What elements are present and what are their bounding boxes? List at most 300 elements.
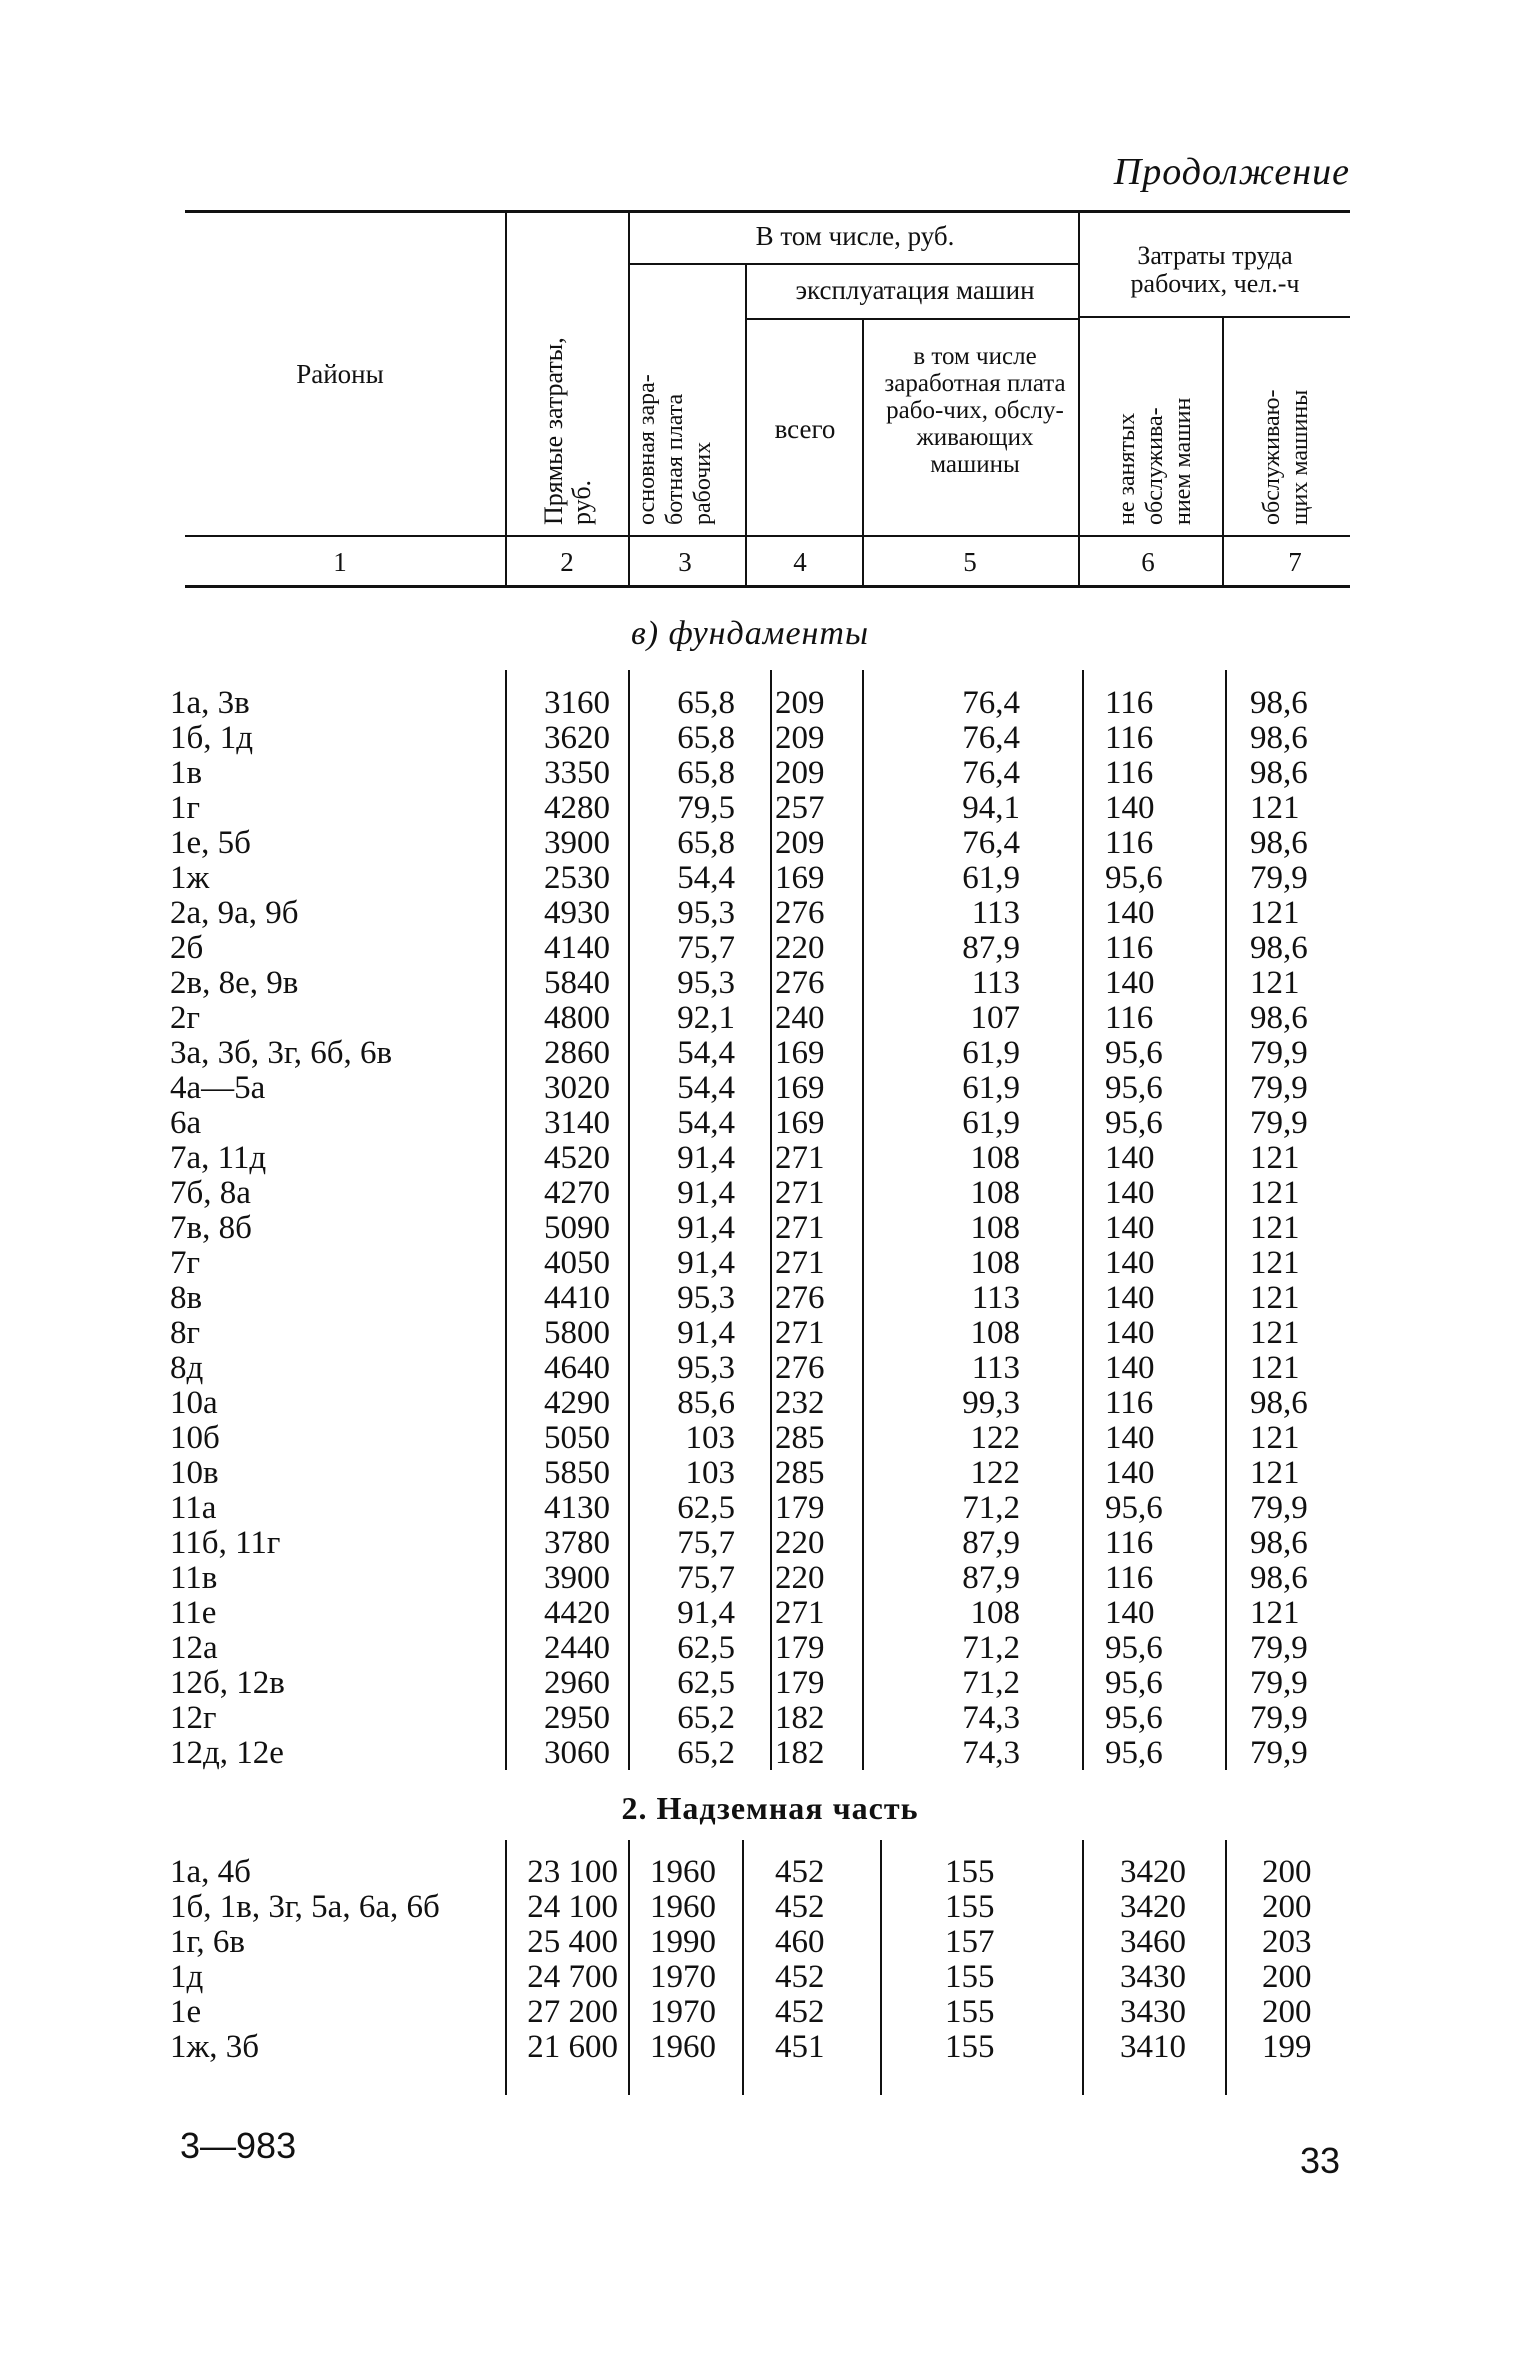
cell-machine-total: 460 — [775, 1924, 825, 1960]
cell-base-wage: 75,7 — [677, 1525, 735, 1561]
table-row — [0, 1631, 1535, 1666]
cell-region: 7б, 8а — [170, 1175, 251, 1211]
cell-labor-not-machine: 3430 — [1120, 1959, 1186, 1995]
header-vline-3 — [745, 265, 747, 585]
section-title-above-ground: 2. Надземная часть — [621, 1790, 919, 1826]
cell-base-wage: 91,4 — [677, 1595, 735, 1631]
cell-machine-total: 209 — [775, 720, 825, 756]
cell-region: 8в — [170, 1280, 203, 1316]
cell-labor-not-machine: 140 — [1105, 1420, 1155, 1456]
cell-direct-costs: 23 100 — [527, 1854, 618, 1890]
cell-labor-machine: 121 — [1250, 1350, 1300, 1386]
cell-region: 1ж, 3б — [170, 2029, 260, 2065]
table-row — [0, 896, 1535, 931]
cell-region: 2в, 8е, 9в — [170, 965, 299, 1001]
cell-labor-machine: 121 — [1250, 1595, 1300, 1631]
cell-machine-total: 179 — [775, 1630, 825, 1666]
cell-direct-costs: 5850 — [544, 1455, 610, 1491]
colnum-1: 1 — [333, 547, 347, 577]
cell-machine-total: 276 — [775, 1350, 825, 1386]
colnum-4: 4 — [793, 547, 807, 577]
cell-region: 6а — [170, 1105, 202, 1141]
cell-machine-total: 276 — [775, 895, 825, 931]
cell-direct-costs: 5800 — [544, 1315, 610, 1351]
cell-region: 12б, 12в — [170, 1665, 285, 1701]
cell-labor-machine: 79,9 — [1250, 1665, 1308, 1701]
cell-machine-wage: 76,4 — [962, 755, 1020, 791]
cell-direct-costs: 4050 — [544, 1245, 610, 1281]
cell-region: 11а — [170, 1490, 217, 1526]
header-not-machine: не занятых обслужива- нием машин — [1114, 397, 1196, 525]
cell-labor-not-machine: 116 — [1105, 1385, 1154, 1421]
table-row — [0, 721, 1535, 756]
header-top-rule — [185, 210, 1350, 213]
cell-labor-machine: 121 — [1250, 1455, 1300, 1491]
cell-direct-costs: 2530 — [544, 860, 610, 896]
header-including-rub: В том числе, руб. — [755, 221, 955, 251]
cell-labor-machine: 98,6 — [1250, 1525, 1308, 1561]
cell-direct-costs: 3060 — [544, 1735, 610, 1771]
cell-machine-total: 276 — [775, 965, 825, 1001]
cell-labor-not-machine: 116 — [1105, 720, 1154, 756]
header-vline-1 — [505, 212, 507, 585]
header-incl-wage: в том числе заработная плата рабо-чих, обслу-живающих машины — [884, 343, 1066, 478]
cell-direct-costs: 4140 — [544, 930, 610, 966]
page-number: 33 — [1300, 2140, 1341, 2181]
continuation-label: Продолжение — [1113, 151, 1350, 193]
cell-labor-machine: 121 — [1250, 1210, 1300, 1246]
cell-labor-not-machine: 116 — [1105, 930, 1154, 966]
header-regions: Районы — [296, 359, 384, 389]
cell-labor-machine: 121 — [1250, 1140, 1300, 1176]
cell-machine-total: 285 — [775, 1420, 825, 1456]
table-row — [0, 1036, 1535, 1071]
cell-machine-total: 232 — [775, 1385, 825, 1421]
cell-region: 2а, 9а, 9б — [170, 895, 299, 931]
cell-base-wage: 92,1 — [677, 1000, 735, 1036]
cell-direct-costs: 3140 — [544, 1105, 610, 1141]
header-direct-costs: Прямые затраты, руб. — [539, 337, 596, 525]
cell-base-wage: 65,2 — [677, 1735, 735, 1771]
header-machine-serving: обслуживаю- щих машины — [1259, 389, 1313, 525]
cell-labor-machine: 79,9 — [1250, 1105, 1308, 1141]
cell-machine-wage: 108 — [970, 1140, 1020, 1176]
cell-machine-wage: 108 — [970, 1245, 1020, 1281]
header-vline-4 — [862, 320, 864, 585]
cell-direct-costs: 2960 — [544, 1665, 610, 1701]
cell-machine-wage: 74,3 — [962, 1735, 1020, 1771]
cell-labor-machine: 121 — [1250, 790, 1300, 826]
cell-machine-wage: 87,9 — [962, 1560, 1020, 1596]
cell-direct-costs: 2950 — [544, 1700, 610, 1736]
table-row — [0, 861, 1535, 896]
cell-labor-machine: 79,9 — [1250, 1035, 1308, 1071]
cell-region: 8д — [170, 1350, 204, 1386]
cell-region: 1б, 1д — [170, 720, 254, 756]
cell-labor-machine: 121 — [1250, 1280, 1300, 1316]
cell-machine-total: 257 — [775, 790, 825, 826]
cell-region: 1а, 3в — [170, 685, 250, 721]
cell-machine-total: 220 — [775, 930, 825, 966]
table-row — [0, 931, 1535, 966]
cell-base-wage: 65,8 — [677, 825, 735, 861]
subheader-rule-labor — [1078, 316, 1350, 318]
cell-labor-not-machine: 95,6 — [1105, 1070, 1163, 1106]
cell-region: 12г — [170, 1700, 217, 1736]
cell-labor-not-machine: 140 — [1105, 1350, 1155, 1386]
cell-direct-costs: 3350 — [544, 755, 610, 791]
cell-labor-machine: 121 — [1250, 1420, 1300, 1456]
cell-base-wage: 65,2 — [677, 1700, 735, 1736]
cell-machine-total: 452 — [775, 1959, 825, 1995]
cell-machine-wage: 61,9 — [962, 1035, 1020, 1071]
cell-base-wage: 75,7 — [677, 1560, 735, 1596]
table-row — [0, 1421, 1535, 1456]
table-row — [0, 1316, 1535, 1351]
cell-direct-costs: 24 700 — [527, 1959, 618, 1995]
table-row — [0, 966, 1535, 1001]
cell-labor-not-machine: 95,6 — [1105, 1035, 1163, 1071]
cell-labor-not-machine: 140 — [1105, 1280, 1155, 1316]
cell-machine-total: 285 — [775, 1455, 825, 1491]
cell-labor-machine: 98,6 — [1250, 720, 1308, 756]
cell-labor-not-machine: 140 — [1105, 1210, 1155, 1246]
cell-labor-not-machine: 95,6 — [1105, 1700, 1163, 1736]
cell-labor-machine: 200 — [1262, 1994, 1312, 2030]
table-row — [0, 1890, 1535, 1925]
cell-base-wage: 54,4 — [677, 1105, 735, 1141]
table-row — [0, 1855, 1535, 1890]
cell-base-wage: 1960 — [650, 1889, 716, 1925]
cell-machine-wage: 71,2 — [962, 1665, 1020, 1701]
cell-base-wage: 65,8 — [677, 720, 735, 756]
table-row — [0, 1386, 1535, 1421]
cell-machine-total: 220 — [775, 1525, 825, 1561]
cell-machine-total: 209 — [775, 685, 825, 721]
cell-direct-costs: 4270 — [544, 1175, 610, 1211]
cell-base-wage: 62,5 — [677, 1665, 735, 1701]
cell-machine-total: 179 — [775, 1490, 825, 1526]
cell-direct-costs: 3900 — [544, 1560, 610, 1596]
cell-machine-wage: 155 — [945, 1959, 995, 1995]
cell-labor-machine: 98,6 — [1250, 685, 1308, 721]
cell-direct-costs: 3900 — [544, 825, 610, 861]
cell-machine-wage: 76,4 — [962, 720, 1020, 756]
cell-machine-wage: 122 — [970, 1420, 1020, 1456]
cell-machine-total: 169 — [775, 1035, 825, 1071]
cell-direct-costs: 3620 — [544, 720, 610, 756]
cell-region: 11в — [170, 1560, 218, 1596]
cell-labor-not-machine: 3430 — [1120, 1994, 1186, 2030]
cell-base-wage: 91,4 — [677, 1175, 735, 1211]
table-row — [0, 1925, 1535, 1960]
cell-labor-not-machine: 140 — [1105, 895, 1155, 931]
cell-machine-wage: 108 — [970, 1175, 1020, 1211]
cell-direct-costs: 5840 — [544, 965, 610, 1001]
cell-direct-costs: 4280 — [544, 790, 610, 826]
cell-direct-costs: 2440 — [544, 1630, 610, 1666]
cell-machine-wage: 113 — [971, 965, 1020, 1001]
cell-labor-not-machine: 116 — [1105, 1560, 1154, 1596]
cell-labor-machine: 121 — [1250, 1315, 1300, 1351]
table-row — [0, 1561, 1535, 1596]
cell-labor-machine: 203 — [1262, 1924, 1312, 1960]
table-row — [0, 1526, 1535, 1561]
cell-region: 10б — [170, 1420, 220, 1456]
cell-labor-not-machine: 116 — [1105, 755, 1154, 791]
cell-machine-wage: 76,4 — [962, 685, 1020, 721]
header-vline-5 — [1078, 212, 1080, 585]
cell-machine-total: 169 — [775, 860, 825, 896]
cell-machine-total: 240 — [775, 1000, 825, 1036]
cell-base-wage: 1990 — [650, 1924, 716, 1960]
cell-base-wage: 95,3 — [677, 965, 735, 1001]
cell-machine-wage: 61,9 — [962, 1105, 1020, 1141]
cell-base-wage: 1960 — [650, 1854, 716, 1890]
section-title-foundations: в) фундаменты — [631, 615, 869, 652]
cell-labor-not-machine: 140 — [1105, 790, 1155, 826]
cell-machine-total: 271 — [775, 1175, 825, 1211]
cell-region: 12д, 12е — [170, 1735, 284, 1771]
cell-machine-total: 220 — [775, 1560, 825, 1596]
table-row — [0, 1666, 1535, 1701]
cell-base-wage: 103 — [685, 1420, 735, 1456]
table-row — [0, 1071, 1535, 1106]
cell-labor-not-machine: 3420 — [1120, 1854, 1186, 1890]
cell-machine-wage: 108 — [970, 1595, 1020, 1631]
cell-labor-machine: 98,6 — [1250, 1385, 1308, 1421]
cell-labor-machine: 79,9 — [1250, 1735, 1308, 1771]
colnum-3: 3 — [678, 547, 692, 577]
cell-machine-wage: 107 — [970, 1000, 1020, 1036]
cell-labor-not-machine: 95,6 — [1105, 1105, 1163, 1141]
colnum-2: 2 — [560, 547, 574, 577]
cell-labor-not-machine: 95,6 — [1105, 860, 1163, 896]
cell-machine-total: 179 — [775, 1665, 825, 1701]
cell-base-wage: 62,5 — [677, 1630, 735, 1666]
cell-base-wage: 85,6 — [677, 1385, 735, 1421]
table-row — [0, 1001, 1535, 1036]
header-total: всего — [774, 414, 836, 444]
colnum-5: 5 — [963, 547, 977, 577]
cell-direct-costs: 4930 — [544, 895, 610, 931]
cell-direct-costs: 3020 — [544, 1070, 610, 1106]
cell-direct-costs: 24 100 — [527, 1889, 618, 1925]
cell-machine-total: 271 — [775, 1315, 825, 1351]
cell-machine-wage: 87,9 — [962, 930, 1020, 966]
cell-direct-costs: 4290 — [544, 1385, 610, 1421]
colnum-bottom-rule — [185, 585, 1350, 588]
cell-machine-total: 271 — [775, 1595, 825, 1631]
cell-machine-wage: 71,2 — [962, 1490, 1020, 1526]
cell-region: 1д — [170, 1959, 204, 1995]
table-row — [0, 2030, 1535, 2065]
cell-region: 8г — [170, 1315, 201, 1351]
cell-base-wage: 54,4 — [677, 1070, 735, 1106]
cell-direct-costs: 4130 — [544, 1490, 610, 1526]
cell-labor-machine: 200 — [1262, 1854, 1312, 1890]
table-row — [0, 1106, 1535, 1141]
header-labor-costs: Затраты труда рабочих, чел.-ч — [1130, 241, 1300, 298]
table-row — [0, 756, 1535, 791]
cell-machine-wage: 113 — [971, 1280, 1020, 1316]
cell-labor-not-machine: 140 — [1105, 965, 1155, 1001]
subheader-rule-including — [628, 263, 1078, 265]
cell-base-wage: 54,4 — [677, 860, 735, 896]
cell-region: 10в — [170, 1455, 219, 1491]
cell-labor-machine: 79,9 — [1250, 1070, 1308, 1106]
cell-region: 2г — [170, 1000, 201, 1036]
cell-labor-not-machine: 140 — [1105, 1455, 1155, 1491]
cell-labor-not-machine: 140 — [1105, 1245, 1155, 1281]
cell-machine-total: 271 — [775, 1140, 825, 1176]
cell-base-wage: 65,8 — [677, 685, 735, 721]
cell-base-wage: 75,7 — [677, 930, 735, 966]
cell-machine-wage: 113 — [971, 1350, 1020, 1386]
cell-machine-total: 271 — [775, 1245, 825, 1281]
cell-region: 7в, 8б — [170, 1210, 252, 1246]
cell-labor-machine: 200 — [1262, 1959, 1312, 1995]
cell-region: 1е — [170, 1994, 202, 2030]
cell-labor-not-machine: 140 — [1105, 1175, 1155, 1211]
cell-direct-costs: 3780 — [544, 1525, 610, 1561]
header-bottom-rule — [185, 535, 1350, 537]
cell-labor-not-machine: 95,6 — [1105, 1490, 1163, 1526]
cell-labor-not-machine: 95,6 — [1105, 1665, 1163, 1701]
cell-machine-wage: 76,4 — [962, 825, 1020, 861]
table-row — [0, 1995, 1535, 2030]
cell-labor-not-machine: 95,6 — [1105, 1735, 1163, 1771]
cell-labor-machine: 199 — [1262, 2029, 1312, 2065]
cell-labor-machine: 98,6 — [1250, 755, 1308, 791]
table-row — [0, 1211, 1535, 1246]
cell-labor-machine: 121 — [1250, 965, 1300, 1001]
subheader-rule-machines — [745, 318, 1078, 320]
cell-base-wage: 95,3 — [677, 1350, 735, 1386]
cell-machine-wage: 61,9 — [962, 1070, 1020, 1106]
cell-direct-costs: 25 400 — [527, 1924, 618, 1960]
signature-mark: 3—983 — [180, 2125, 297, 2166]
cell-machine-wage: 108 — [970, 1315, 1020, 1351]
cell-region: 1е, 5б — [170, 825, 251, 861]
cell-direct-costs: 5090 — [544, 1210, 610, 1246]
cell-labor-machine: 121 — [1250, 1245, 1300, 1281]
cell-labor-not-machine: 95,6 — [1105, 1630, 1163, 1666]
cell-direct-costs: 27 200 — [527, 1994, 618, 2030]
colnum-7: 7 — [1288, 547, 1302, 577]
colnum-6: 6 — [1141, 547, 1155, 577]
cell-direct-costs: 4520 — [544, 1140, 610, 1176]
cell-machine-wage: 113 — [971, 895, 1020, 931]
cell-labor-machine: 98,6 — [1250, 930, 1308, 966]
cell-machine-wage: 87,9 — [962, 1525, 1020, 1561]
cell-machine-total: 271 — [775, 1210, 825, 1246]
header-vline-6 — [1222, 318, 1224, 585]
cell-direct-costs: 4800 — [544, 1000, 610, 1036]
cell-base-wage: 1970 — [650, 1959, 716, 1995]
cell-machine-total: 451 — [775, 2029, 825, 2065]
cell-direct-costs: 4640 — [544, 1350, 610, 1386]
cell-labor-machine: 98,6 — [1250, 825, 1308, 861]
cell-machine-wage: 108 — [970, 1210, 1020, 1246]
table-row — [0, 1596, 1535, 1631]
cell-base-wage: 95,3 — [677, 895, 735, 931]
table-row — [0, 791, 1535, 826]
cell-base-wage: 62,5 — [677, 1490, 735, 1526]
cell-machine-total: 452 — [775, 1889, 825, 1925]
cell-machine-wage: 155 — [945, 1889, 995, 1925]
cell-base-wage: 91,4 — [677, 1210, 735, 1246]
header-vline-2 — [628, 212, 630, 585]
cell-direct-costs: 3160 — [544, 685, 610, 721]
cell-direct-costs: 4410 — [544, 1280, 610, 1316]
cell-labor-machine: 98,6 — [1250, 1560, 1308, 1596]
cell-machine-wage: 155 — [945, 2029, 995, 2065]
cell-base-wage: 79,5 — [677, 790, 735, 826]
cell-machine-total: 209 — [775, 825, 825, 861]
cell-region: 2б — [170, 930, 204, 966]
cell-labor-machine: 121 — [1250, 1175, 1300, 1211]
cell-labor-not-machine: 140 — [1105, 1315, 1155, 1351]
cell-machine-total: 182 — [775, 1700, 825, 1736]
cell-machine-total: 452 — [775, 1994, 825, 2030]
header-machine-operation: эксплуатация машин — [795, 275, 1035, 305]
cell-region: 1в — [170, 755, 203, 791]
cell-labor-not-machine: 140 — [1105, 1595, 1155, 1631]
cell-direct-costs: 21 600 — [527, 2029, 618, 2065]
cell-labor-not-machine: 116 — [1105, 1525, 1154, 1561]
table-row — [0, 1246, 1535, 1281]
cell-labor-machine: 79,9 — [1250, 1630, 1308, 1666]
cell-base-wage: 1970 — [650, 1994, 716, 2030]
cell-base-wage: 65,8 — [677, 755, 735, 791]
cell-region: 1ж — [170, 860, 210, 896]
cell-base-wage: 1960 — [650, 2029, 716, 2065]
cell-labor-not-machine: 116 — [1105, 685, 1154, 721]
cell-labor-machine: 98,6 — [1250, 1000, 1308, 1036]
cell-machine-wage: 74,3 — [962, 1700, 1020, 1736]
cell-labor-not-machine: 3410 — [1120, 2029, 1186, 2065]
cell-region: 7г — [170, 1245, 201, 1281]
table-row — [0, 1176, 1535, 1211]
table-row — [0, 826, 1535, 861]
cell-labor-not-machine: 116 — [1105, 825, 1154, 861]
table-row — [0, 1281, 1535, 1316]
table-row — [0, 1491, 1535, 1526]
cell-labor-machine: 200 — [1262, 1889, 1312, 1925]
cell-region: 10а — [170, 1385, 218, 1421]
table-row — [0, 1456, 1535, 1491]
cell-machine-total: 209 — [775, 755, 825, 791]
table-row — [0, 1141, 1535, 1176]
cell-labor-machine: 79,9 — [1250, 1490, 1308, 1526]
header-base-wage: основная зара- ботная плата рабочих — [634, 374, 716, 525]
cell-region: 11б, 11г — [170, 1525, 281, 1561]
cell-labor-not-machine: 3460 — [1120, 1924, 1186, 1960]
cell-region: 11е — [170, 1595, 217, 1631]
cell-machine-total: 169 — [775, 1070, 825, 1106]
cell-machine-total: 452 — [775, 1854, 825, 1890]
cell-machine-wage: 99,3 — [962, 1385, 1020, 1421]
cell-base-wage: 103 — [685, 1455, 735, 1491]
cell-labor-not-machine: 116 — [1105, 1000, 1154, 1036]
cell-machine-total: 276 — [775, 1280, 825, 1316]
cell-labor-machine: 121 — [1250, 895, 1300, 931]
cell-direct-costs: 4420 — [544, 1595, 610, 1631]
cell-machine-wage: 155 — [945, 1994, 995, 2030]
cell-direct-costs: 2860 — [544, 1035, 610, 1071]
cell-region: 3а, 3б, 3г, 6б, 6в — [170, 1035, 393, 1071]
